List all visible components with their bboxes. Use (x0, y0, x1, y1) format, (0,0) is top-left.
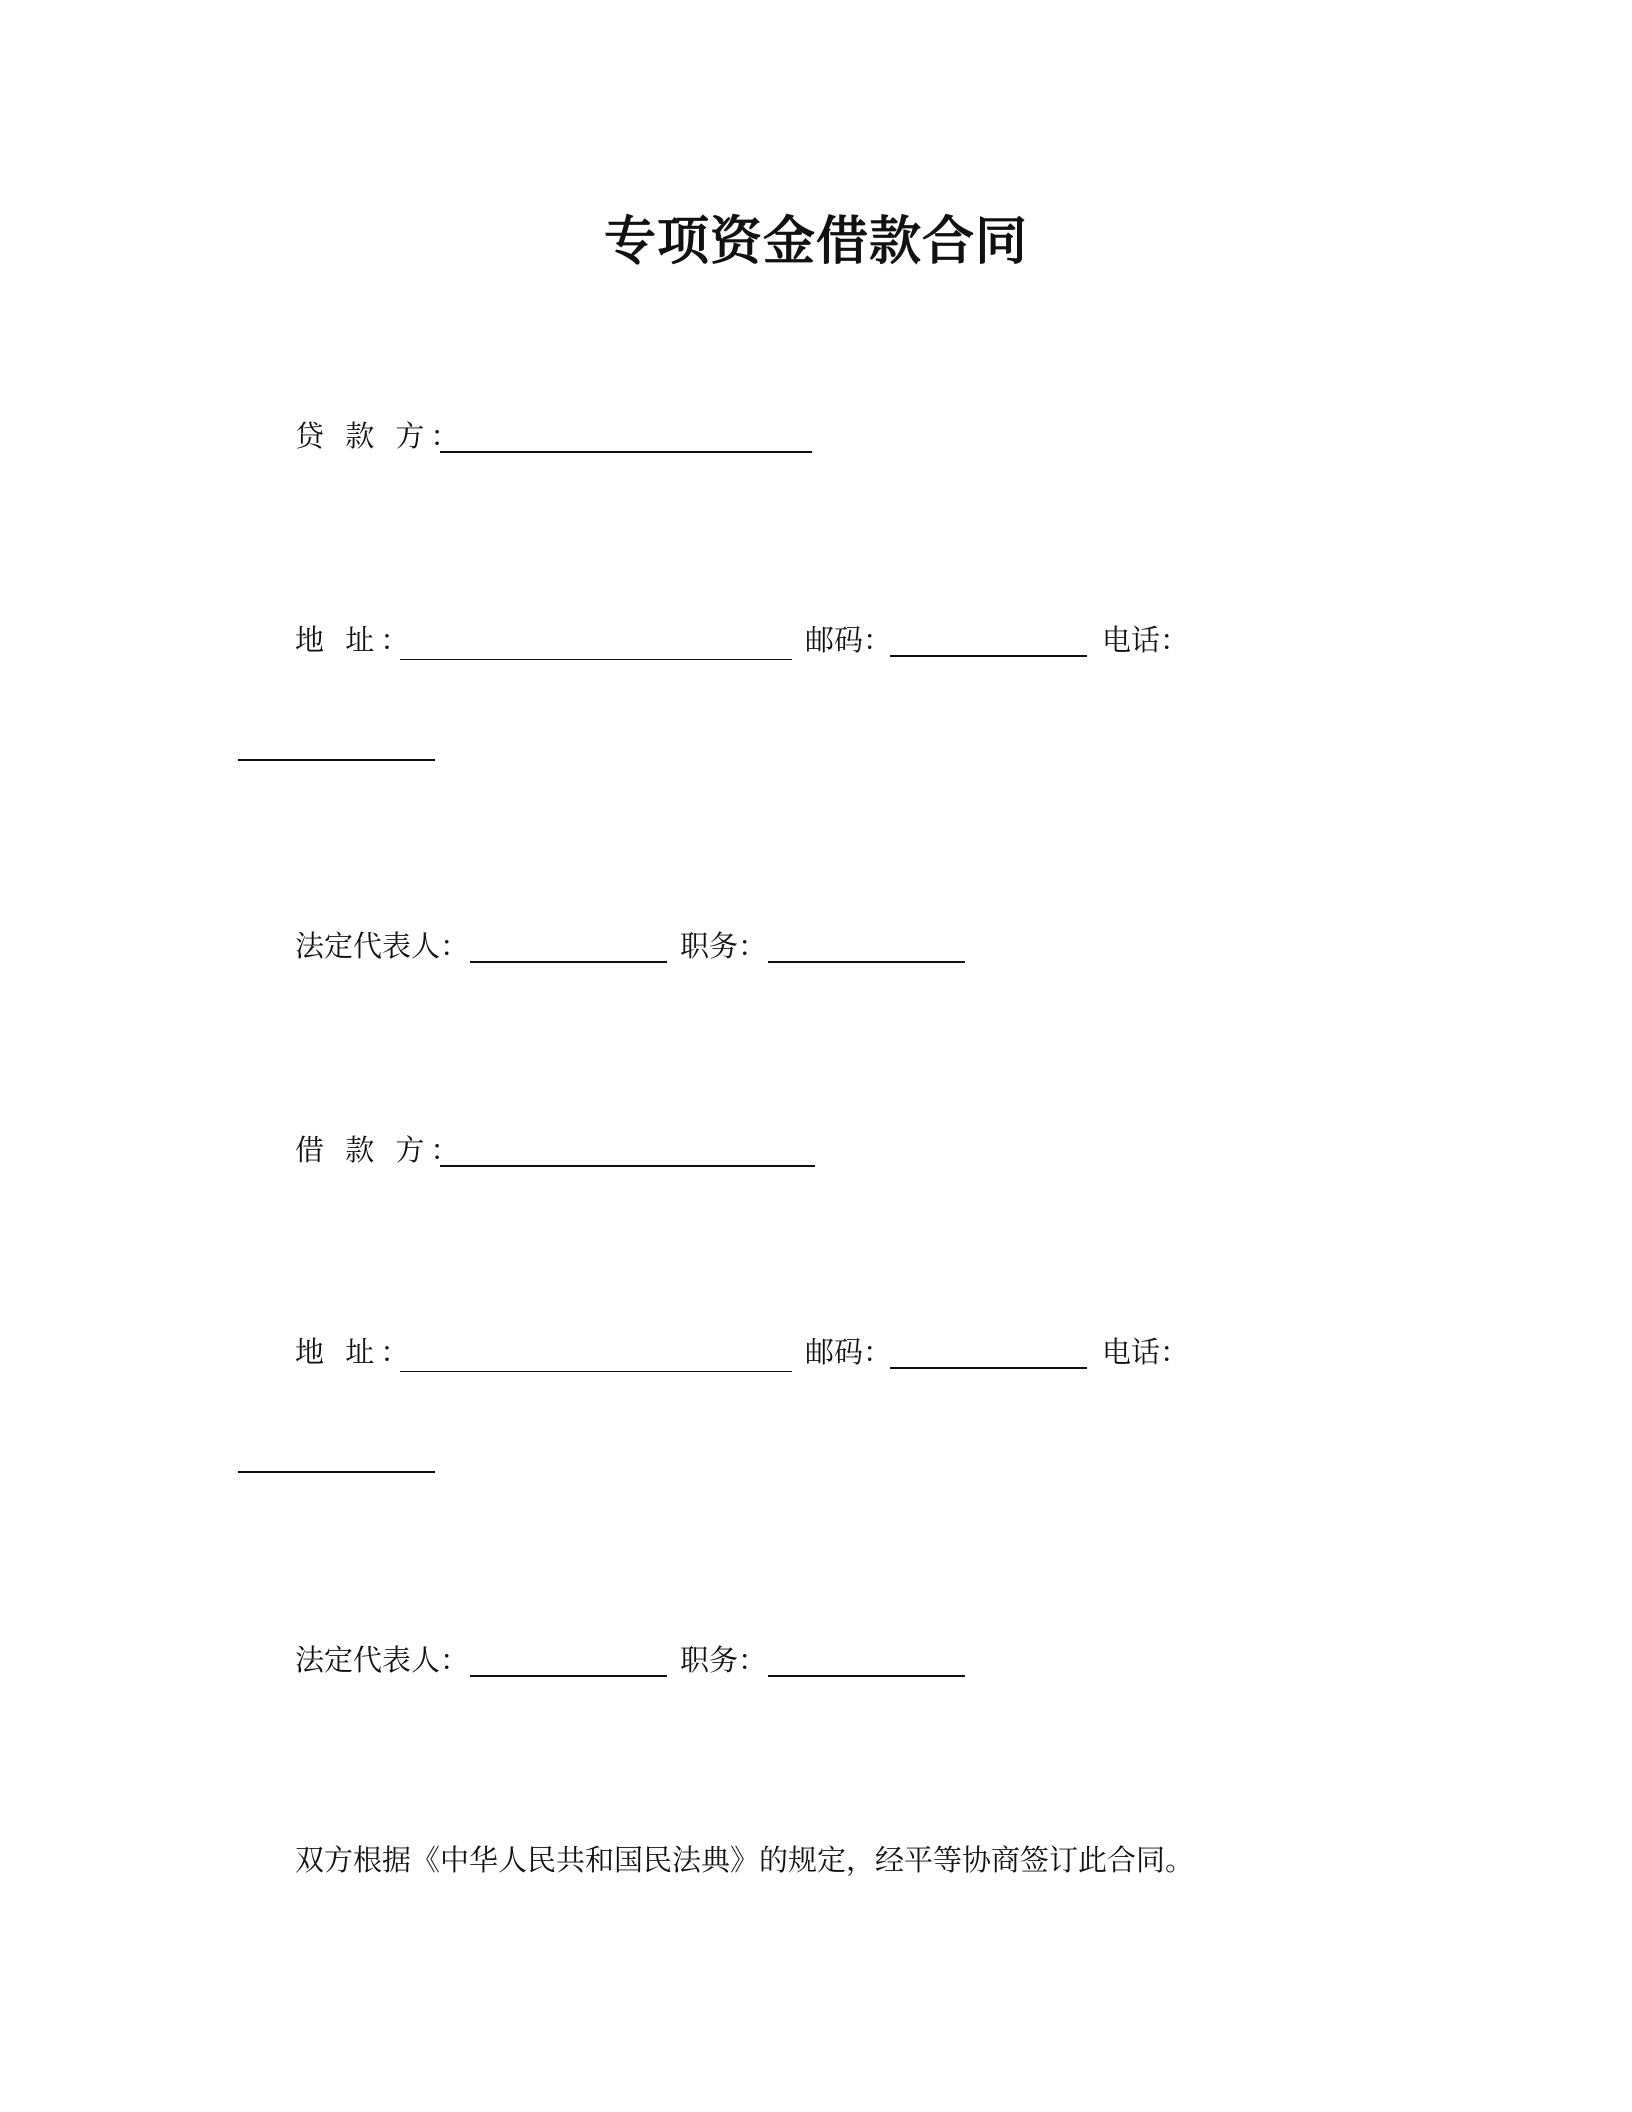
lender-phone-field[interactable] (238, 759, 435, 761)
lender-postcode-field[interactable] (890, 655, 1087, 657)
lender-phone-label: 电话： (1102, 623, 1190, 657)
borrower-name-field[interactable] (440, 1165, 815, 1167)
lender-name-field[interactable] (440, 451, 812, 453)
contract-title: 专项资金借款合同 (603, 212, 1028, 272)
borrower-rep-label: 法定代表人： (295, 1643, 470, 1677)
borrower-postcode-label: 邮码： (805, 1335, 893, 1369)
lender-position-label: 职务： (680, 929, 768, 963)
borrower-name-label: 借 款 方： (295, 1133, 466, 1167)
borrower-address-field[interactable] (400, 1371, 792, 1372)
borrower-position-field[interactable] (768, 1675, 965, 1677)
lender-name-label: 贷 款 方： (295, 419, 466, 453)
lender-address-field[interactable] (400, 659, 792, 660)
lender-rep-label: 法定代表人： (295, 929, 470, 963)
lender-position-field[interactable] (768, 961, 965, 963)
lender-rep-field[interactable] (470, 961, 667, 963)
borrower-position-label: 职务： (680, 1643, 768, 1677)
borrower-postcode-field[interactable] (890, 1367, 1087, 1369)
borrower-rep-field[interactable] (470, 1675, 667, 1677)
lender-address-label: 地 址： (295, 623, 416, 657)
borrower-address-label: 地 址： (295, 1335, 416, 1369)
preamble-text: 双方根据《中华人民共和国民法典》的规定，经平等协商签订此合同。 (295, 1843, 1195, 1877)
lender-postcode-label: 邮码： (805, 623, 893, 657)
borrower-phone-label: 电话： (1102, 1335, 1190, 1369)
borrower-phone-field[interactable] (238, 1471, 435, 1473)
